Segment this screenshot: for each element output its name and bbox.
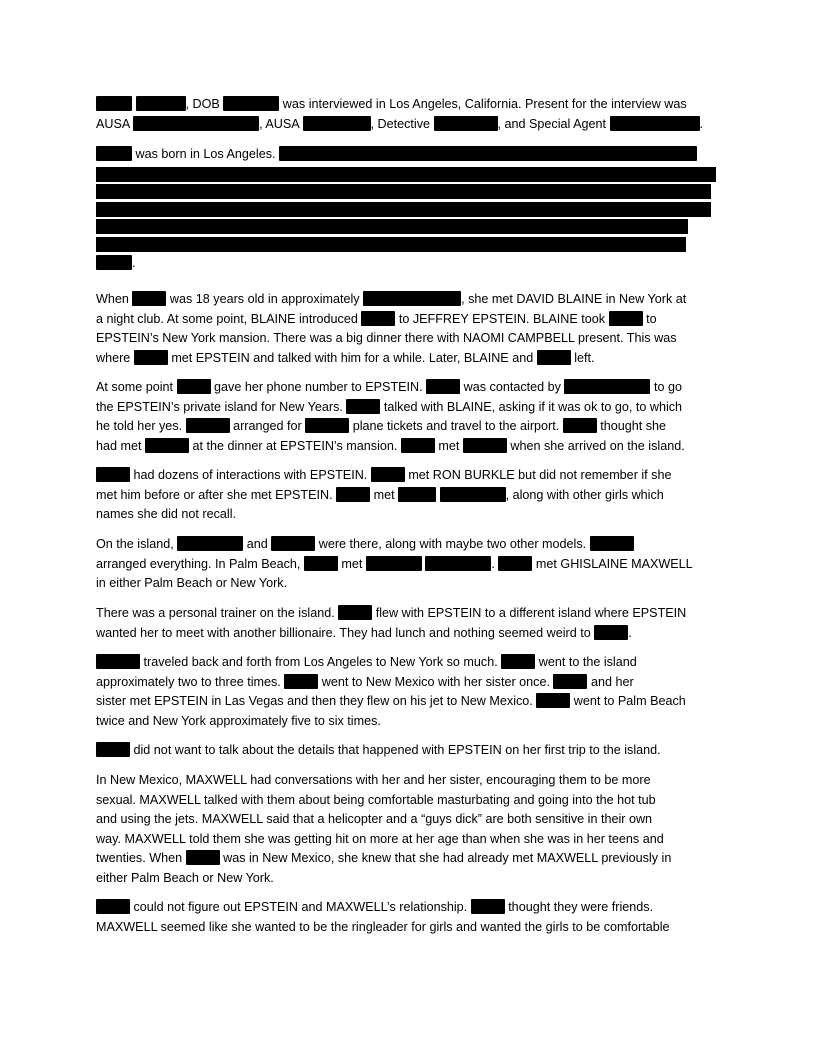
body-text: There was a personal trainer on the island. [96, 606, 335, 620]
body-text: met GHISLAINE MAXWELL [535, 556, 693, 571]
body-text: was born in Los Angeles. [135, 147, 276, 161]
redaction-box [133, 116, 259, 131]
body-text: . [628, 625, 632, 640]
redaction-box [590, 536, 634, 551]
body-text: arranged everything. In Palm Beach, [96, 556, 301, 571]
redaction-box [145, 438, 189, 453]
body-text: , she met DAVID BLAINE in New York at [461, 292, 687, 306]
redaction-box [371, 467, 405, 482]
body-text: thought she [600, 419, 667, 433]
redaction-box [610, 116, 700, 131]
paragraph-birth [96, 145, 720, 274]
body-text: , DOB [185, 97, 220, 111]
redaction-box [346, 399, 380, 414]
redaction-box [96, 654, 140, 669]
body-text: to go [653, 380, 682, 394]
paragraph-on-island [96, 535, 720, 594]
paragraph-personal-trainer [96, 604, 720, 643]
body-text: left. [574, 350, 595, 365]
body-text: and her [590, 674, 634, 689]
redaction-box [96, 742, 130, 757]
body-text: . [132, 256, 136, 270]
body-text: at the dinner at EPSTEIN’s mansion. [192, 438, 398, 453]
redaction-box [440, 487, 506, 502]
body-text: . [491, 556, 495, 571]
body-text: met [373, 487, 395, 502]
redaction-box [96, 899, 130, 914]
body-text: met EPSTEIN and talked with him for a while. Later, BLAINE and [171, 350, 534, 365]
redaction-box [463, 438, 507, 453]
redaction-box [366, 556, 422, 571]
body-text: and [246, 537, 268, 551]
body-text: when she arrived on the island. [510, 438, 685, 453]
body-text: in either Palm Beach or New York. [96, 576, 288, 590]
body-text: a night club. At some point, BLAINE introduced [96, 311, 358, 326]
body-text: wanted her to meet with another billionaire. They had lunch and nothing seemed weird to [96, 625, 591, 640]
body-text: sexual. MAXWELL talked with them about being comfortable masturbating and going into the hot tub [96, 792, 656, 807]
body-text: names she did not recall. [96, 507, 237, 521]
redaction-box [536, 693, 570, 708]
body-text: was in New Mexico, she knew that she had already met MAXWELL previously in [223, 851, 672, 865]
body-text: When [96, 292, 129, 306]
redaction-box [177, 379, 211, 394]
redaction-bar [96, 167, 716, 182]
body-text: did not want to talk about the details that happened with EPSTEIN on her first trip to the island. [133, 743, 661, 757]
body-text: where [96, 350, 131, 365]
body-text: met RON BURKLE but did not remember if she [408, 468, 672, 482]
body-text: , and Special Agent [497, 116, 607, 131]
body-text: On the island, [96, 537, 174, 551]
body-text: plane tickets and travel to the airport. [352, 419, 560, 433]
body-text: and using the jets. MAXWELL said that a helicopter and a “guys dick” are both sensitive in their own [96, 812, 653, 826]
body-text: to [646, 311, 657, 326]
body-text: was contacted by [463, 380, 561, 394]
redaction-box [553, 674, 587, 689]
paragraph-relationship [96, 898, 720, 937]
redaction-box [398, 487, 436, 502]
body-text: either Palm Beach or New York. [96, 870, 274, 885]
body-text: had dozens of interactions with EPSTEIN. [133, 468, 368, 482]
body-text: In New Mexico, MAXWELL had conversations with her and her sister, encouraging them to be more [96, 773, 651, 787]
body-text: way. MAXWELL told them she was getting hit on more at her age than when she was in her teens and [96, 831, 664, 846]
redaction-box [96, 255, 132, 270]
body-text: , AUSA [259, 116, 300, 131]
redaction-bar [96, 219, 688, 234]
body-text: EPSTEIN’s New York mansion. There was a big dinner there with NAOMI CAMPBELL present. This was [96, 331, 677, 345]
body-text: At some point [96, 380, 174, 394]
redaction-box [564, 379, 650, 394]
body-text: , along with other girls which [505, 487, 664, 502]
body-text: . [699, 116, 704, 131]
body-text: twenties. When [96, 851, 183, 865]
body-text: were there, along with maybe two other models. [318, 537, 587, 551]
redaction-bar [96, 202, 711, 217]
body-text: traveled back and forth from Los Angeles to New York so much. [143, 655, 498, 669]
body-text: had met [96, 438, 142, 453]
body-text: approximately two to three times. [96, 674, 281, 689]
body-text: , Detective [370, 116, 431, 131]
redaction-box [336, 487, 370, 502]
redaction-box [96, 467, 130, 482]
redaction-box [134, 350, 168, 365]
redaction-box [401, 438, 435, 453]
body-text: thought they were friends. [508, 900, 654, 914]
paragraph-interview-intro [96, 95, 720, 134]
body-text: flew with EPSTEIN to a different island where EPSTEIN [375, 606, 687, 620]
body-text: met him before or after she met EPSTEIN. [96, 487, 333, 502]
paragraph-travel [96, 653, 720, 731]
redaction-box [279, 146, 697, 161]
redaction-box [537, 350, 571, 365]
redaction-box [609, 311, 643, 326]
body-text: to JEFFREY EPSTEIN. BLAINE took [398, 311, 606, 326]
redaction-box [361, 311, 395, 326]
redaction-box [501, 654, 535, 669]
redaction-box [363, 291, 461, 306]
body-text: the EPSTEIN’s private island for New Years. [96, 399, 343, 414]
redaction-box [136, 96, 186, 111]
redaction-box [471, 899, 505, 914]
redaction-box [132, 291, 166, 306]
paragraph-island-trip [96, 378, 720, 456]
redaction-box [271, 536, 315, 551]
redaction-box [498, 556, 532, 571]
body-text: arranged for [233, 419, 302, 433]
body-text: met [438, 438, 460, 453]
redaction-box [284, 674, 318, 689]
redaction-box [177, 536, 243, 551]
body-text: AUSA [96, 116, 130, 131]
body-text: could not figure out EPSTEIN and MAXWELL’s relationship. [133, 900, 468, 914]
redaction-box [96, 96, 132, 111]
redaction-bar [96, 237, 686, 252]
body-text: sister met EPSTEIN in Las Vegas and then they flew on his jet to New Mexico. [96, 694, 533, 708]
body-text: was 18 years old in approximately [169, 292, 360, 306]
body-text: talked with BLAINE, asking if it was ok to go, to which [383, 399, 683, 414]
redaction-box [305, 418, 349, 433]
redaction-box [425, 556, 491, 571]
body-text: twice and New York approximately five to six times. [96, 713, 381, 728]
redaction-box [96, 146, 132, 161]
body-text: was interviewed in Los Angeles, California. Present for the interview was [282, 97, 687, 111]
redaction-bar [96, 184, 711, 199]
body-text: went to the island [538, 655, 637, 669]
redaction-box [186, 850, 220, 865]
redaction-box [434, 116, 498, 131]
body-text: met [341, 556, 363, 571]
body-text: went to New Mexico with her sister once. [321, 674, 550, 689]
redaction-box [223, 96, 279, 111]
body-text: went to Palm Beach [573, 694, 686, 708]
paragraph-interactions [96, 466, 720, 525]
redaction-box [338, 605, 372, 620]
redaction-box [303, 116, 371, 131]
redaction-box [186, 418, 230, 433]
paragraph-new-mexico [96, 771, 720, 888]
body-text: he told her yes. [96, 419, 183, 433]
redaction-box [594, 625, 628, 640]
redaction-box [563, 418, 597, 433]
paragraph-details [96, 741, 720, 761]
paragraph-blaine [96, 290, 720, 368]
redaction-box [426, 379, 460, 394]
redaction-box [304, 556, 338, 571]
body-text: gave her phone number to EPSTEIN. [214, 380, 423, 394]
body-text: MAXWELL seemed like she wanted to be the ringleader for girls and wanted the girls to be comfortable [96, 919, 670, 934]
